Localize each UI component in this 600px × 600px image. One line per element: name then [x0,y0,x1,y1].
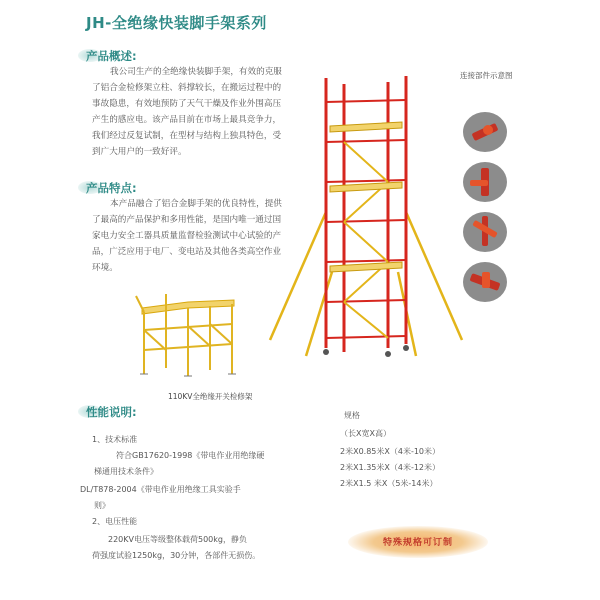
features-line: 环境。 [92,263,118,273]
page-title: JH-全绝缘快装脚手架系列 [86,14,267,32]
tower-scaffold-illustration [266,72,466,368]
voltage-heading: 2、电压性能 [92,517,138,526]
standard-heading: 1、技术标准 [92,435,138,444]
connector-part-illustration [462,260,508,304]
features-line: 品，广泛应用于电厂、变电站及其他各类高空作业 [92,247,282,257]
overview-line: 到广大用户的一致好评。 [92,147,187,157]
stamp-text: 特殊规格可订制 [382,538,453,548]
overview-line: 我们经过反复试制，在型材与结构上独具特色，受 [92,131,282,141]
spec-row: 2米X1.5 米X（5米-14米） [340,479,438,488]
small-scaffold-caption: 110KV全绝缘开关检修架 [168,392,253,401]
standard-line: 则》 [94,501,110,510]
overview-line: 了铝合金检修架立柱、斜撑较长，在搬运过程中的 [92,83,282,93]
connector-part-illustration [462,160,508,204]
parts-caption: 连接部件示意图 [460,71,513,80]
spec-row: 2米X1.35米X（4米-12米） [340,463,441,472]
small-scaffold-illustration [126,290,244,386]
performance-heading: 性能说明: [86,405,137,419]
connector-part-illustration [462,210,508,254]
voltage-line: 荷强度试验1250kg，30分钟，各部件无损伤。 [92,551,261,560]
overview-heading: 产品概述: [86,49,137,63]
overview-line: 产生的感应电。该产品目前在市场上最具竞争力， [92,115,282,125]
voltage-line: 220KV电压等级整体载荷500kg，静负 [108,535,247,544]
features-line: 家电力安全工器具质量监督检验测试中心试验的产 [92,231,282,241]
standard-line: 梯通用技术条件》 [94,467,158,476]
spec-row: 2米X0.85米X（4米-10米） [340,447,441,456]
overview-line: 事故隐患，有效地预防了天气干燥及作业外围高压 [92,99,282,109]
standard-line: 符合GB17620-1998《带电作业用绝缘硬 [116,451,265,460]
overview-line: 我公司生产的全绝缘快装脚手架，有效的克服 [110,67,282,77]
connector-part-illustration [462,110,508,154]
specs-heading: 规格 [344,411,360,420]
standard-line: DL/T878-2004《带电作业用绝缘工具实验手 [80,485,241,494]
features-heading: 产品特点: [86,181,137,195]
custom-spec-stamp [348,526,488,558]
specs-subheading: （长X宽X高） [340,429,391,438]
features-line: 了最高的产品保护和多用性能，是国内唯一通过国 [92,215,282,225]
features-line: 本产品融合了铝合金脚手架的优良特性，提供 [110,199,282,209]
